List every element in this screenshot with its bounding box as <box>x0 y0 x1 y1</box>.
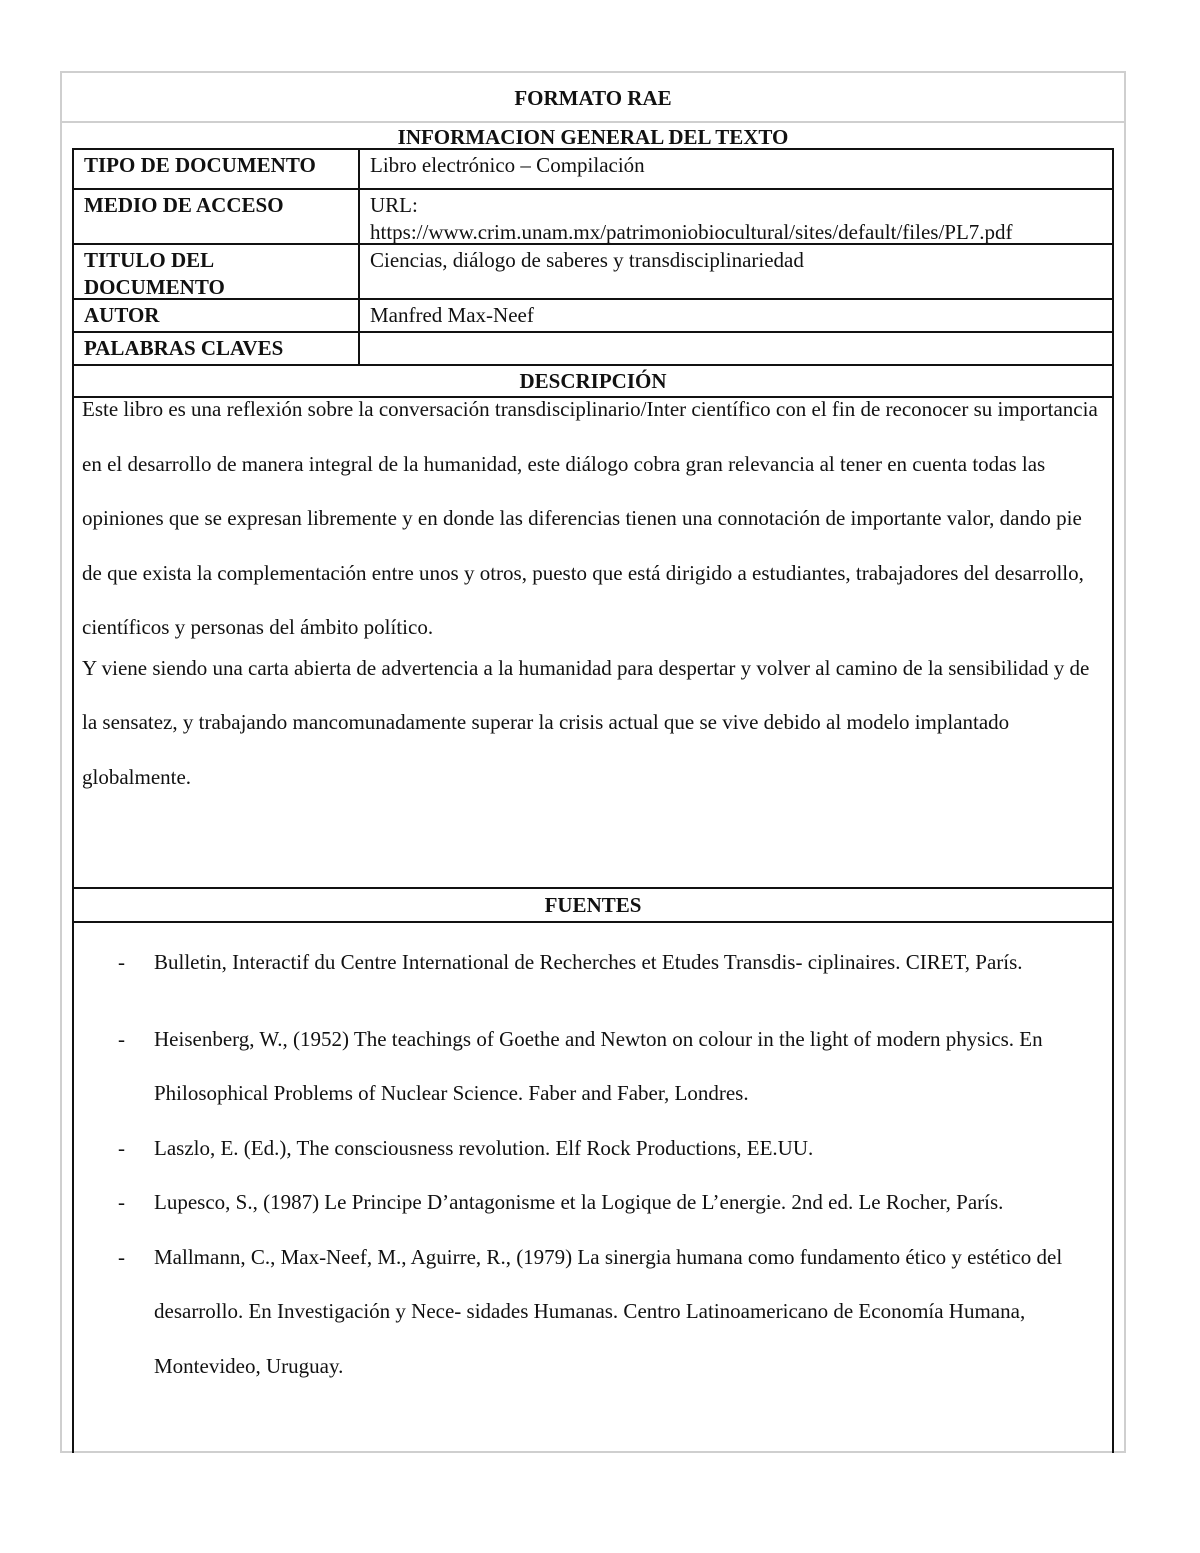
fuente-text: Heisenberg, W., (1952) The teachings of Goethe and Newton on colour in the light of modern physics. En Philosophical Problems of Nuclear Science. Faber and Faber, Londres. <box>154 1026 1043 1105</box>
descripcion-paragraph-2: Y viene siendo una carta abierta de advertencia a la humanidad para despertar y volver al camino de la sensibilidad y de la sensatez, y trabajando mancomunadamente superar la crisis actual que se vive debido al modelo implantado globalmente. <box>82 655 1090 789</box>
bullet-dash: - <box>118 1026 125 1051</box>
titulo-label <box>74 245 360 298</box>
palabras-label: PALABRAS CLAVES <box>74 333 360 364</box>
fuente-text: Laszlo, E. (Ed.), The consciousness revolution. Elf Rock Productions, EE.UU. <box>154 1135 814 1160</box>
autor-value: Manfred Max-Neef <box>370 303 534 327</box>
tipo-label: TIPO DE DOCUMENTO <box>74 150 360 188</box>
fuente-text: Mallmann, C., Max-Neef, M., Aguirre, R., (1979) La sinergia humana como fundamento ético y estético del desarrollo. En Investigación y Nece- sidades Humanas. Centro Latinoamericano de Economía Humana, Montevideo, Uruguay. <box>154 1244 1063 1378</box>
titulo-value: Ciencias, diálogo de saberes y transdisciplinariedad <box>370 248 804 272</box>
bullet-dash: - <box>118 950 125 974</box>
titulo-label-line2: DOCUMENTO <box>84 275 225 299</box>
titulo-label-line1: TITULO DEL <box>84 248 215 272</box>
descripcion-body <box>74 396 1112 889</box>
row-palabras-claves <box>74 333 1112 366</box>
fuente-item <box>74 935 1112 990</box>
fuente-item <box>74 1175 1112 1230</box>
row-medio-acceso <box>74 190 1112 245</box>
row-titulo <box>74 245 1112 300</box>
autor-label: AUTOR <box>74 300 360 331</box>
fuentes-heading: FUENTES <box>74 889 1112 923</box>
general-info-heading: INFORMACION GENERAL DEL TEXTO <box>62 123 1124 149</box>
medio-url-label: URL: <box>370 193 418 217</box>
descripcion-paragraph-1: Este libro es una reflexión sobre la conversación transdisciplinario/Inter científico con el fin de reconocer su importancia en el desarrollo de manera integral de la humanidad, este diálogo cobra gran relevancia al tener en cuenta todas las opiniones que se expresan libremente y en donde las diferencias tienen una connotación de importante valor, dando pie de que exista la complementación entre unos y otros, puesto que está dirigido a estudiantes, trabajadores del desarrollo, científicos y personas del ámbito político. <box>82 397 1098 639</box>
descripcion-heading: DESCRIPCIÓN <box>74 366 1112 398</box>
fuente-item <box>74 1012 1112 1121</box>
palabras-value <box>360 333 1112 364</box>
medio-value <box>360 190 1112 243</box>
row-autor <box>74 300 1112 333</box>
document-title: FORMATO RAE <box>62 73 1124 123</box>
fuente-text: Bulletin, Interactif du Centre International de Recherches et Etudes Transdis- ciplinaires. CIRET, París. <box>154 950 1023 974</box>
rae-table <box>72 148 1114 1453</box>
bullet-dash: - <box>118 1135 125 1160</box>
fuente-item <box>74 1230 1112 1394</box>
tipo-value: Libro electrónico – Compilación <box>370 153 645 177</box>
row-tipo-documento <box>74 150 1112 190</box>
medio-url[interactable]: https://www.crim.unam.mx/patrimoniobiocultural/sites/default/files/PL7.pdf <box>370 220 1013 244</box>
medio-label: MEDIO DE ACCESO <box>74 190 360 243</box>
fuentes-list <box>74 923 1112 1453</box>
bullet-dash: - <box>118 1190 125 1214</box>
bullet-dash: - <box>118 1244 125 1269</box>
fuente-text: Lupesco, S., (1987) Le Principe D’antagonisme et la Logique de L’energie. 2nd ed. Le Rocher, París. <box>154 1190 1004 1214</box>
fuente-item <box>74 1121 1112 1176</box>
